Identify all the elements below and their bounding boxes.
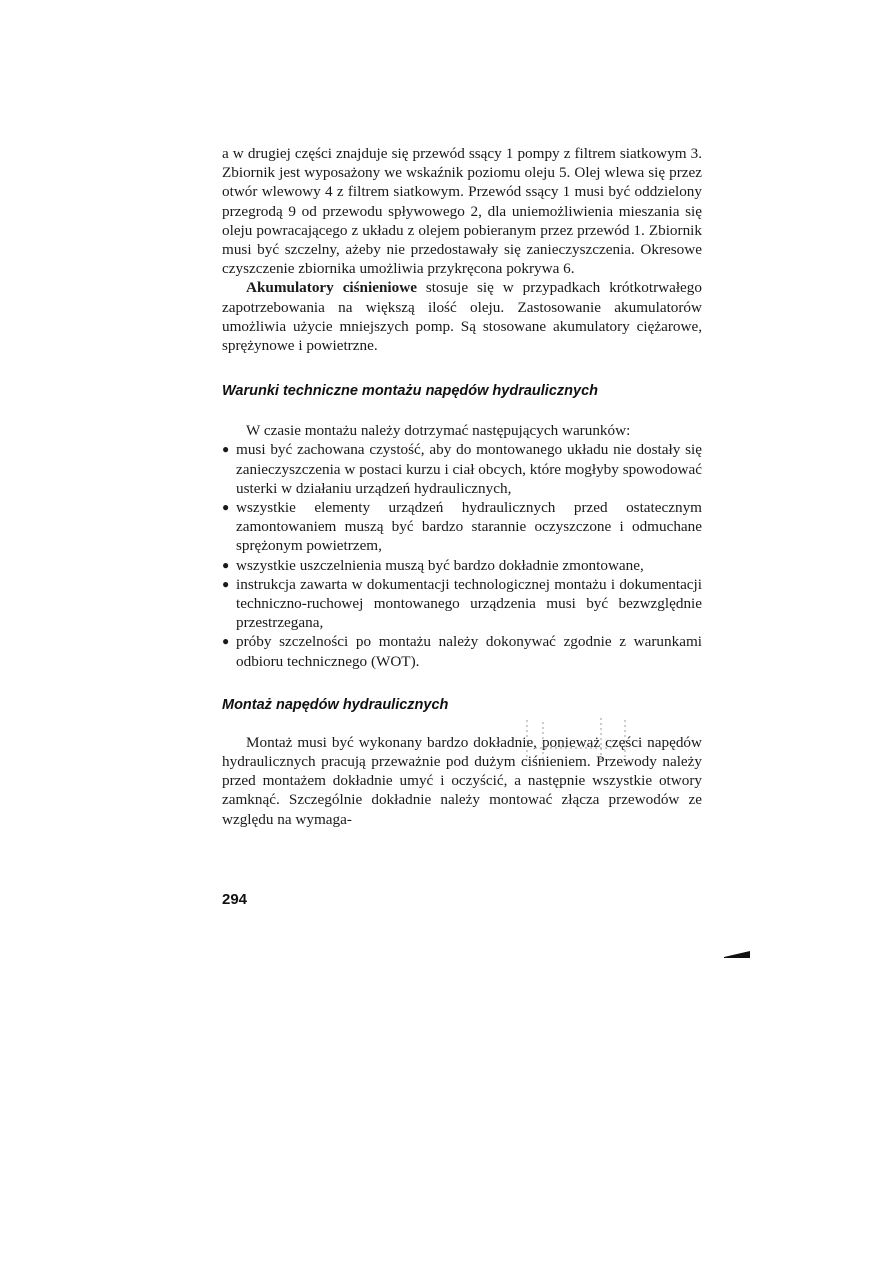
page-number: 294 bbox=[222, 891, 248, 908]
scan-edge-mark bbox=[724, 951, 750, 958]
accumulators-paragraph bbox=[222, 278, 702, 355]
list-item: ● wszystkie uszczelnienia muszą być bardzo dokładnie zmontowane, bbox=[222, 556, 644, 574]
bullet-icon: ● bbox=[222, 500, 230, 515]
list-item: ● instrukcja zawarta w dokumentacji technologicznej montażu i dokumentacji techniczno-ruchowej montowanego urządzenia musi być bezwzględnie przestrzegana, bbox=[222, 575, 702, 632]
list-item: ● próby szczelności po montażu należy dokonywać zgodnie z warunkami odbioru technicznego (WOT). bbox=[222, 633, 702, 670]
conditions-intro: W czasie montażu należy dotrzymać następujących warunków: bbox=[246, 422, 631, 440]
assembly-paragraph: Montaż musi być wykonany bardzo dokładnie, ponieważ części napędów hydraulicznych pracują przeważnie pod dużym ciśnieniem. Przewody należy przed montażem dokładnie umyć i oczyścić, a następnie wszystkie otwory zamknąć. Szczególnie dokładnie należy montować złącza przewodów ze względu na wymaga- bbox=[222, 733, 702, 828]
bullet-icon: ● bbox=[222, 442, 230, 457]
bullet-icon: ● bbox=[222, 634, 230, 649]
accumulators-term: Akumulatory ciśnieniowe bbox=[246, 279, 417, 297]
conditions-list bbox=[222, 440, 702, 670]
bullet-icon: ● bbox=[222, 576, 230, 591]
section-heading-conditions: Warunki techniczne montażu napędów hydraulicznych bbox=[222, 383, 598, 400]
section-heading-assembly: Montaż napędów hydraulicznych bbox=[222, 696, 449, 713]
bullet-icon: ● bbox=[222, 557, 230, 572]
scan-artifact bbox=[505, 718, 645, 768]
intro-paragraph: a w drugiej części znajduje się przewód ssący 1 pompy z filtrem siatkowym 3. Zbiornik jest wyposażony we wskaźnik poziomu oleju 5. Olej wlewa się przez otwór wlewowy 4 z filtrem siatkowym. Przewód ssący 1 musi być oddzielony przegrodą 9 od przewodu spływowego 2, dla uniemożliwienia mieszania się oleju powracającego z układu z olejem pobieranym przez przewód 1. Zbiornik musi być szczelny, ażeby nie przedostawały się zanieczyszczenia. Okresowe czyszczenie zbiornika umożliwia przykręcona pokrywa 6. bbox=[222, 145, 702, 278]
accumulators-text: stosuje się w przypadkach krótkotrwałego zapotrzebowania na większą ilość oleju. Zastosowanie akumulatorów umożliwia użycie mniejszych pomp. Są stosowane akumulatory ciężarowe, sprężynowe i powietrzne. bbox=[222, 279, 702, 355]
list-item: ● musi być zachowana czystość, aby do montowanego układu nie dostały się zanieczyszczenia w postaci kurzu i ciał obcych, które mogłyby spowodować usterki w działaniu urządzeń hydraulicznych, bbox=[222, 441, 702, 497]
list-item: ● wszystkie elementy urządzeń hydraulicznych przed ostatecznym zamontowaniem muszą być bardzo starannie oczyszczone i odmuchane sprężonym powietrzem, bbox=[222, 499, 702, 555]
